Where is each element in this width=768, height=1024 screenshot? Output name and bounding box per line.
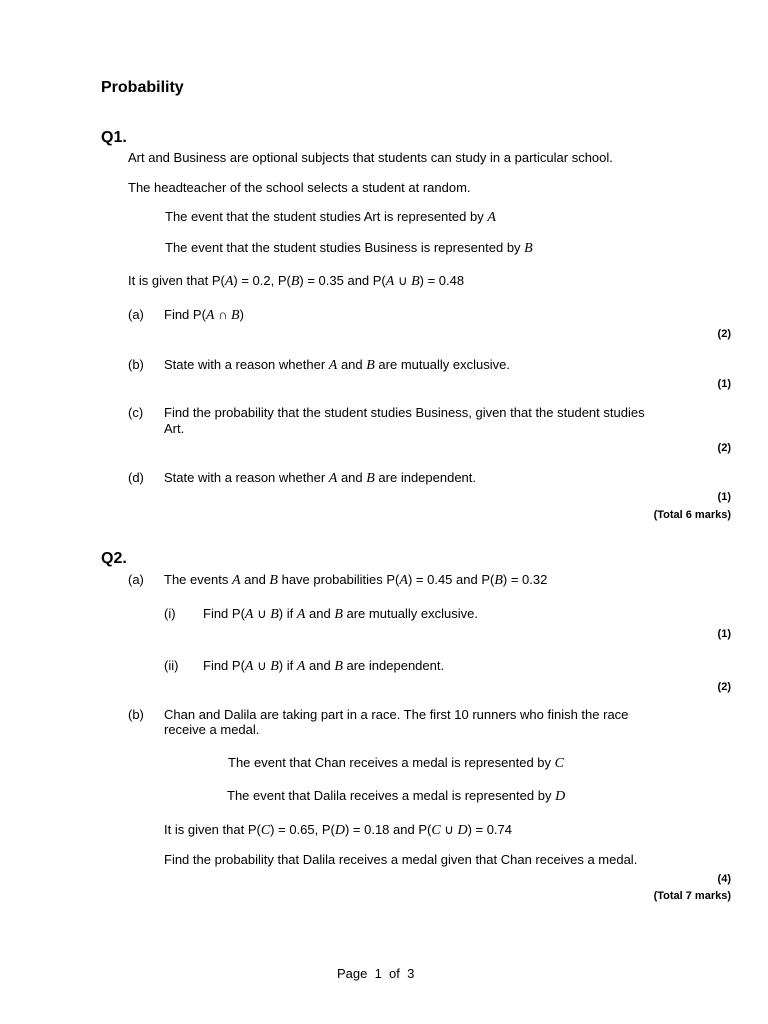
q1-part-d-t1: State with a reason whether — [164, 470, 329, 485]
q1-given-part-2: ) = 0.2, P( — [233, 273, 291, 288]
q1-part-a-t2: ∩ — [214, 307, 232, 322]
q2-a-v2: B — [269, 573, 278, 588]
q2-a-v3: A — [399, 573, 408, 588]
q2-given-part-5: ) = 0.74 — [467, 822, 513, 837]
q1-part-b-text — [164, 357, 510, 374]
q1-given-part-1: It is given that P( — [128, 273, 225, 288]
q2-part-a-text — [164, 572, 547, 589]
q1-part-c-line-2: Art. — [164, 421, 185, 436]
question-1-label: Q1. — [101, 129, 127, 146]
q2-event-d — [227, 788, 565, 805]
q2-a-ii-v4: B — [334, 659, 343, 674]
q1-intro-1: Art and Business are optional subjects that students can study in a particular school. — [128, 150, 613, 165]
q1-part-a-marks: (2) — [717, 328, 731, 340]
q2-a-ii-t2: ∪ — [253, 658, 271, 673]
q2-a-ii-v2: B — [270, 659, 279, 674]
q1-part-b-v1: A — [328, 358, 338, 373]
q2-given-var-4: D — [457, 823, 468, 838]
q2-a-t2: and — [240, 572, 270, 587]
q2-a-ii-t1: Find P( — [203, 658, 245, 673]
q1-event-a-text: The event that the student studies Art is represented by — [165, 209, 488, 224]
q2-part-a-label: (a) — [128, 572, 144, 587]
q1-part-d-v1: A — [328, 471, 338, 486]
q1-part-c-marks: (2) — [717, 442, 731, 454]
q2-part-a-i-label: (i) — [164, 606, 176, 621]
q2-a-ii-v3: A — [296, 659, 306, 674]
q2-given — [164, 822, 512, 839]
q2-a-v1: A — [231, 573, 241, 588]
q2-a-ii-t3: ) if — [278, 658, 297, 673]
q1-given-var-3: A — [385, 274, 395, 289]
q2-part-a-i-marks: (1) — [717, 628, 731, 640]
q1-event-a-var: A — [487, 210, 496, 225]
q2-event-d-text: The event that Dalila receives a medal is represented by — [227, 788, 556, 803]
q1-given-var-4: B — [411, 274, 420, 289]
q2-total-marks: (Total 7 marks) — [653, 890, 731, 902]
q2-a-ii-t4: and — [305, 658, 335, 673]
q2-given-var-1: C — [260, 823, 271, 838]
q1-part-b-marks: (1) — [717, 378, 731, 390]
q2-a-t5: ) = 0.32 — [502, 572, 548, 587]
q1-event-b-var: B — [524, 241, 533, 256]
q1-part-a-text — [164, 307, 244, 324]
q1-part-d-v2: B — [366, 471, 375, 486]
q2-a-i-t5: are mutually exclusive. — [342, 606, 479, 621]
q1-given — [128, 273, 464, 290]
q2-given-part-3: ) = 0.18 and P( — [344, 822, 432, 837]
q2-given-part-1: It is given that P( — [164, 822, 261, 837]
q1-given-part-3: ) = 0.35 and P( — [299, 273, 386, 288]
q1-part-d-marks: (1) — [717, 491, 731, 503]
q1-intro-2: The headteacher of the school selects a student at random. — [128, 180, 471, 195]
q1-part-b-t1: State with a reason whether — [164, 357, 329, 372]
q1-part-c-line-1: Find the probability that the student studies Business, given that the student studies — [164, 405, 645, 420]
q1-part-a-label: (a) — [128, 307, 144, 322]
q1-part-d-t2: and — [337, 470, 367, 485]
q2-a-t3: have probabilities P( — [277, 572, 400, 587]
q1-part-d-text — [164, 470, 476, 487]
q1-given-var-1: A — [224, 274, 234, 289]
q2-given-var-2: D — [334, 823, 345, 838]
q1-part-a-t3: ) — [239, 307, 244, 322]
q2-a-t4: ) = 0.45 and P( — [407, 572, 495, 587]
q2-a-ii-v1: A — [244, 659, 254, 674]
q2-a-i-t4: and — [305, 606, 335, 621]
q2-part-b-find: Find the probability that Dalila receives a medal given that Chan receives a medal. — [164, 852, 638, 867]
page-title: Probability — [101, 79, 184, 96]
q2-given-part-4: ∪ — [440, 822, 458, 837]
q2-part-a-i-text — [203, 606, 478, 623]
q2-a-i-t2: ∪ — [253, 606, 271, 621]
q1-given-part-4: ∪ — [394, 273, 412, 288]
q2-event-c — [228, 755, 564, 772]
q1-total-marks: (Total 6 marks) — [653, 509, 731, 521]
q1-part-c-label: (c) — [128, 405, 144, 420]
q1-part-b-v2: B — [366, 358, 375, 373]
q2-event-c-text: The event that Chan receives a medal is represented by — [228, 755, 555, 770]
q2-given-var-3: C — [431, 823, 441, 838]
q2-part-b-marks: (4) — [717, 873, 731, 885]
question-2-label: Q2. — [101, 550, 127, 567]
q2-a-i-t1: Find P( — [203, 606, 245, 621]
q2-a-ii-t5: are independent. — [342, 658, 445, 673]
q2-a-i-v2: B — [270, 607, 279, 622]
q2-part-a-ii-label: (ii) — [164, 658, 179, 673]
q1-part-d-t3: are independent. — [374, 470, 477, 485]
q1-part-b-t2: and — [337, 357, 367, 372]
q2-given-part-2: ) = 0.65, P( — [270, 822, 335, 837]
q2-part-a-ii-text — [203, 658, 444, 675]
q2-a-i-v3: A — [296, 607, 306, 622]
q2-a-i-v1: A — [244, 607, 254, 622]
q2-event-d-var: D — [555, 789, 566, 804]
q2-part-a-ii-marks: (2) — [717, 681, 731, 693]
q1-event-a — [165, 209, 496, 226]
q2-part-b-line-1: Chan and Dalila are taking part in a race. The first 10 runners who finish the race — [164, 707, 629, 722]
q2-part-b-line-2: receive a medal. — [164, 722, 260, 737]
q2-a-t1: The events — [164, 572, 232, 587]
q1-part-a-v2: B — [231, 308, 240, 323]
q2-a-v4: B — [494, 573, 503, 588]
q1-part-b-label: (b) — [128, 357, 144, 372]
q1-part-a-t1: Find P( — [164, 307, 206, 322]
q1-part-d-label: (d) — [128, 470, 144, 485]
q1-given-part-5: ) = 0.48 — [419, 273, 465, 288]
q2-a-i-t3: ) if — [278, 606, 297, 621]
q1-part-b-t3: are mutually exclusive. — [374, 357, 510, 372]
page-number: Page 1 of 3 — [337, 966, 415, 981]
q1-event-b-text: The event that the student studies Business is represented by — [165, 240, 525, 255]
q1-event-b — [165, 240, 533, 257]
q1-part-a-v1: A — [205, 308, 215, 323]
q2-a-i-v4: B — [334, 607, 343, 622]
q2-event-c-var: C — [554, 756, 564, 771]
q2-part-b-label: (b) — [128, 707, 144, 722]
q1-given-var-2: B — [290, 274, 300, 289]
